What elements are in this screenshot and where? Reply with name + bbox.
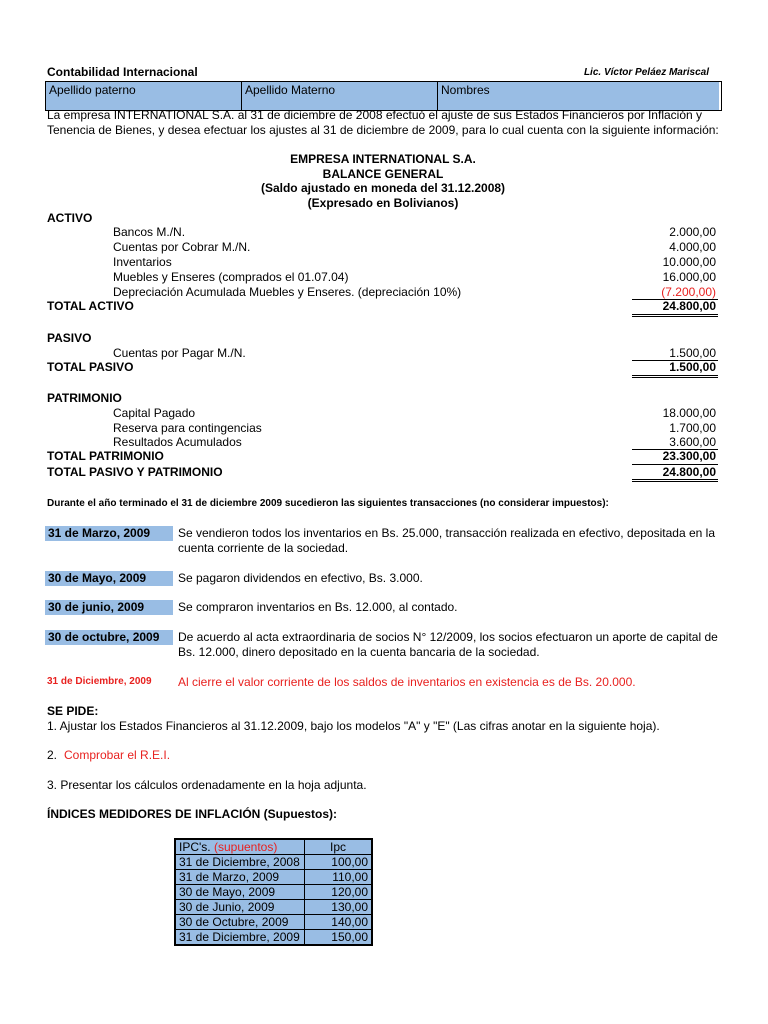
se-pide-title: SE PIDE: (47, 704, 99, 718)
line-item-label: Inventarios (113, 255, 172, 269)
ipc-value: 120,00 (305, 885, 373, 900)
ipc-header-value: Ipc (305, 839, 373, 855)
se-pide-item-2-number: 2. (47, 748, 58, 762)
balance-currency: (Expresado en Bolivianos) (307, 196, 459, 210)
se-pide-item-3: 3. Presentar los cálculos ordenadamente en la hoja adjunta. (47, 778, 367, 792)
student-name-fields (45, 81, 722, 111)
total-rule (632, 377, 718, 378)
transaction-date: 31 de Marzo, 2009 (45, 526, 173, 541)
ipc-value: 100,00 (305, 855, 373, 870)
course-title: Contabilidad Internacional (47, 65, 198, 79)
line-item-amount: 1.500,00 (669, 346, 716, 360)
transaction-desc: Se compraron inventarios en Bs. 12.000, al contado. (178, 600, 458, 614)
balance-title: BALANCE GENERAL (322, 167, 444, 181)
balance-subtitle: (Saldo ajustado en moneda del 31.12.2008) (260, 181, 506, 195)
transaction-desc: Al cierre el valor corriente de los saldos de inventarios en existencia es de Bs. 20.000. (178, 675, 636, 689)
total-patrimonio-amount: 23.300,00 (662, 449, 716, 463)
table-row (175, 885, 372, 900)
company-name: EMPRESA INTERNATIONAL S.A. (290, 152, 476, 166)
line-item-label: Muebles y Enseres (comprados el 01.07.04) (113, 270, 349, 284)
total-rule (632, 481, 718, 482)
table-row (175, 900, 372, 915)
indices-title: ÍNDICES MEDIDORES DE INFLACIÓN (Supuestos): (47, 807, 338, 821)
field-apellido-materno[interactable]: Apellido Materno (242, 82, 438, 110)
section-patrimonio: PATRIMONIO (47, 391, 122, 405)
line-item-amount: 10.000,00 (662, 255, 716, 269)
ipc-date: 31 de Marzo, 2009 (175, 870, 305, 885)
line-item-label: Capital Pagado (113, 406, 196, 420)
total-pasivo-amount: 1.500,00 (669, 360, 716, 374)
field-apellido-paterno[interactable]: Apellido paterno (46, 82, 242, 110)
total-rule (632, 314, 718, 315)
table-row (175, 855, 372, 870)
total-patrimonio-label: TOTAL PATRIMONIO (47, 449, 164, 463)
ipc-value: 110,00 (305, 870, 373, 885)
section-activo: ACTIVO (47, 211, 93, 225)
line-item-amount: 18.000,00 (662, 406, 716, 420)
total-activo-label: TOTAL ACTIVO (47, 299, 134, 313)
line-item-label: Resultados Acumulados (113, 435, 242, 449)
ipc-table (174, 838, 373, 946)
line-item-label: Bancos M./N. (113, 225, 186, 239)
ipc-value: 150,00 (305, 930, 373, 946)
ipc-value: 140,00 (305, 915, 373, 930)
grand-total-label: TOTAL PASIVO Y PATRIMONIO (47, 465, 223, 479)
ipc-date: 31 de Diciembre, 2009 (175, 930, 305, 946)
transaction-date: 30 de Mayo, 2009 (45, 571, 173, 586)
total-pasivo-label: TOTAL PASIVO (47, 360, 134, 374)
ipc-header-label (175, 839, 305, 855)
total-rule (632, 316, 718, 317)
line-item-amount: 16.000,00 (662, 270, 716, 284)
table-header-row (175, 839, 372, 855)
table-row (175, 930, 372, 946)
transaction-date: 31 de Diciembre, 2009 (47, 676, 152, 687)
se-pide-item-2-text: Comprobar el R.E.I. (64, 748, 171, 762)
line-item-amount: 2.000,00 (669, 225, 716, 239)
line-item-amount: 1.700,00 (669, 421, 716, 435)
ipc-date: 30 de Mayo, 2009 (175, 885, 305, 900)
transaction-desc: Se pagaron dividendos en efectivo, Bs. 3.000. (178, 571, 423, 585)
ipc-value: 130,00 (305, 900, 373, 915)
line-item-label: Reserva para contingencias (113, 421, 262, 435)
transaction-date: 30 de junio, 2009 (45, 600, 173, 615)
se-pide-item-1: 1. Ajustar los Estados Financieros al 31.12.2009, bajo los modelos "A" y "E" (Las cifras anotar en la siguiente hoja). (47, 719, 660, 733)
ipc-date: 30 de Octubre, 2009 (175, 915, 305, 930)
section-pasivo: PASIVO (47, 331, 92, 345)
line-item-label: Depreciación Acumulada Muebles y Enseres. (depreciación 10%) (113, 285, 462, 299)
table-row (175, 870, 372, 885)
transaction-date: 30 de octubre, 2009 (45, 630, 173, 645)
ipc-header-text: IPC's. (179, 840, 211, 854)
grand-total-amount: 24.800,00 (662, 465, 716, 479)
ipc-date: 31 de Diciembre, 2008 (175, 855, 305, 870)
ipc-date: 30 de Junio, 2009 (175, 900, 305, 915)
table-row (175, 915, 372, 930)
transaction-desc: Se vendieron todos los inventarios en Bs. 25.000, transacción realizada en efectivo, depositada en la cuenta corriente de la sociedad. (178, 526, 716, 555)
line-item-amount: (7.200,00) (661, 285, 716, 299)
transaction-desc: De acuerdo al acta extraordinaria de socios N° 12/2009, los socios efectuaron un aporte de capital de Bs. 12.000, dinero depositado en la cuenta bancaria de la sociedad. (178, 630, 718, 659)
field-nombres[interactable]: Nombres (438, 82, 719, 110)
intro-paragraph: La empresa INTERNATIONAL S.A. al 31 de diciembre de 2008 efectuó el ajuste de sus Estados Financieros por Inflación y Tenencia de Bienes, y desea efectuar los ajustes al 31 de diciembre de 2009, para lo cual cuenta con la siguiente información: (47, 108, 719, 137)
line-item-amount: 3.600,00 (669, 435, 716, 449)
total-rule (632, 375, 718, 376)
total-rule (632, 479, 718, 480)
line-item-label: Cuentas por Cobrar M./N. (113, 240, 251, 254)
transactions-heading: Durante el año terminado el 31 de diciembre 2009 sucedieron las siguientes transacciones (no considerar impuestos): (47, 498, 609, 509)
author-name: Lic. Víctor Peláez Mariscal (583, 67, 709, 78)
line-item-amount: 4.000,00 (669, 240, 716, 254)
ipc-header-note: (supuentos) (213, 840, 278, 854)
total-activo-amount: 24.800,00 (662, 299, 716, 313)
line-item-label: Cuentas por Pagar M./N. (113, 346, 246, 360)
